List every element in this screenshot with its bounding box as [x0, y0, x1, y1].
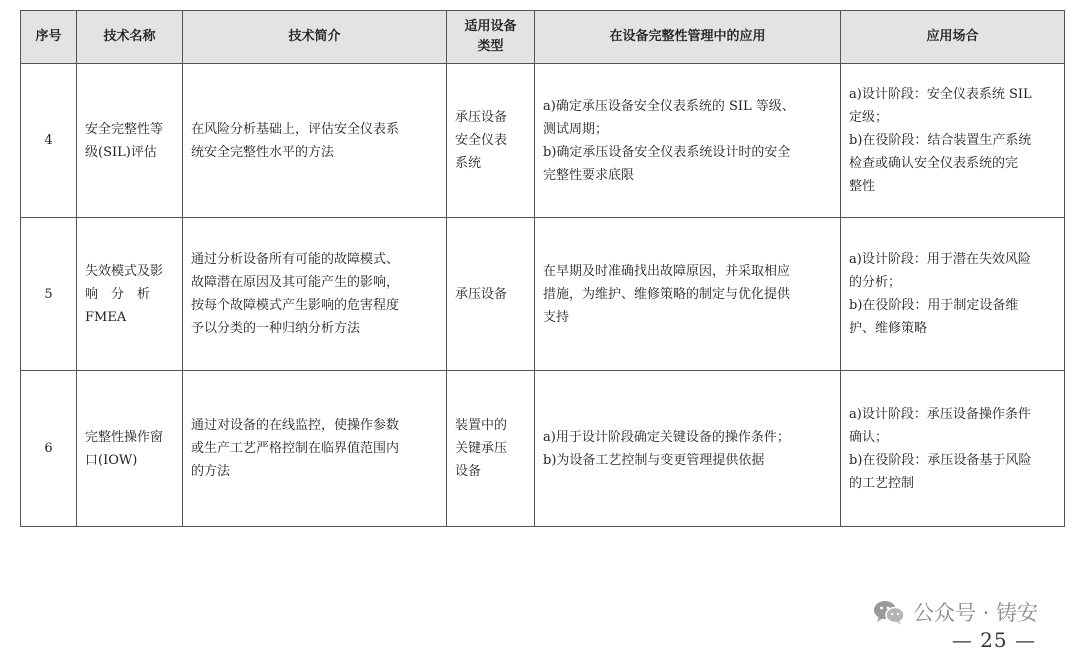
cell-scenario [841, 64, 1065, 218]
table-header-row [21, 11, 1065, 64]
cell-line: 检查或确认安全仪表系统的完 [849, 156, 1019, 171]
cell-line: 的方法 [191, 464, 231, 479]
cell-line: 按每个故障模式产生影响的危害程度 [191, 298, 400, 313]
cell-line: 故障潜在原因及其可能产生的影响， [191, 275, 400, 290]
cell-line: b)在役阶段：用于制定设备维 [849, 298, 1019, 313]
cell-tech-name [77, 218, 183, 371]
cell-line: 或生产工艺严格控制在临界值范围内 [191, 441, 400, 456]
cell-line: 支持 [543, 309, 570, 325]
cell-line: 通过分析设备所有可能的故障模式、 [191, 252, 400, 267]
cell-scenario [841, 218, 1065, 371]
cell-line: b)在役阶段：承压设备基于风险 [849, 452, 1032, 468]
cell-line: 护、维修策略 [849, 321, 928, 336]
table-row [21, 218, 1065, 371]
cell-line: 响 分 析 [85, 286, 151, 302]
header-equipment-type [447, 11, 535, 64]
cell-tech-intro [183, 218, 447, 371]
cell-line: 的工艺控制 [849, 475, 915, 491]
cell-line: 承压设备 [455, 110, 508, 125]
cell-application [535, 218, 841, 371]
cell-line: 完整性要求底限 [543, 167, 635, 183]
page-number: — 25 — [951, 628, 1036, 652]
cell-line: b)为设备工艺控制与变更管理提供依据 [543, 452, 765, 468]
cell-line: 整性 [849, 179, 876, 194]
cell-line: 通过对设备的在线监控，使操作参数 [191, 418, 400, 433]
cell-tech-intro [183, 64, 447, 218]
table-row [21, 371, 1065, 527]
cell-line: 在风险分析基础上，评估安全仪表系 [191, 121, 400, 137]
cell-equipment-type [447, 218, 535, 371]
cell-line: b)确定承压设备安全仪表系统设计时的安全 [543, 144, 791, 160]
cell-line: 予以分类的一种归纳分析方法 [191, 321, 361, 336]
watermark-brand [873, 597, 1038, 627]
cell-equipment-type [447, 371, 535, 527]
cell-tech-intro [183, 371, 447, 527]
cell-line: 系统 [455, 156, 482, 171]
cell-line: FMEA [85, 309, 127, 325]
cell-line: a)设计阶段：用于潜在失效风险 [849, 252, 1031, 267]
cell-line: a)确定承压设备安全仪表系统的 SIL 等级、 [543, 98, 795, 114]
cell-tech-name [77, 371, 183, 527]
cell-line: b)在役阶段：结合装置生产系统 [849, 133, 1032, 148]
cell-line: 完整性操作窗 [85, 429, 164, 445]
table-row [21, 64, 1065, 218]
watermark-text: 公众号 · 铸安 [912, 601, 1038, 625]
technology-table [20, 10, 1065, 527]
cell-tech-name [77, 64, 183, 218]
cell-scenario [841, 371, 1065, 527]
cell-application [535, 64, 841, 218]
header-tech-name: 技术名称 [77, 11, 183, 64]
cell-line: 的分析； [849, 275, 902, 290]
cell-line: a)设计阶段：承压设备操作条件 [849, 406, 1031, 422]
header-application: 在设备完整性管理中的应用 [535, 11, 841, 64]
header-equipment-type-text: 适用设备类型 [464, 19, 517, 54]
cell-line: 装置中的 [455, 418, 508, 433]
wechat-icon [873, 599, 905, 625]
cell-line: 措施，为维护、维修策略的制定与优化提供 [543, 286, 791, 302]
cell-line: 级(SIL)评估 [85, 144, 157, 160]
cell-application [535, 371, 841, 527]
header-no: 序号 [21, 11, 77, 64]
cell-line: 安全仪表 [455, 133, 508, 148]
header-scenario: 应用场合 [841, 11, 1065, 64]
cell-line: 关键承压 [455, 441, 508, 456]
header-tech-intro: 技术简介 [183, 11, 447, 64]
cell-line: 统安全完整性水平的方法 [191, 144, 335, 160]
cell-line: 在早期及时准确找出故障原因，并采取相应 [543, 263, 791, 279]
cell-line: 口(IOW) [85, 452, 138, 468]
cell-line: 失效模式及影 [85, 263, 164, 279]
cell-line: 设备 [455, 464, 482, 479]
cell-no: 5 [21, 218, 77, 371]
cell-equipment-type [447, 64, 535, 218]
cell-no: 6 [21, 371, 77, 527]
cell-line: a)用于设计阶段确定关键设备的操作条件； [543, 429, 790, 445]
cell-line: 安全完整性等 [85, 121, 164, 137]
cell-no: 4 [21, 64, 77, 218]
cell-line: 定级； [849, 110, 889, 125]
cell-line: a)设计阶段：安全仪表系统 SIL [849, 87, 1032, 102]
cell-line: 承压设备 [455, 286, 508, 302]
cell-line: 测试周期； [543, 121, 609, 137]
cell-line: 确认； [849, 429, 889, 445]
